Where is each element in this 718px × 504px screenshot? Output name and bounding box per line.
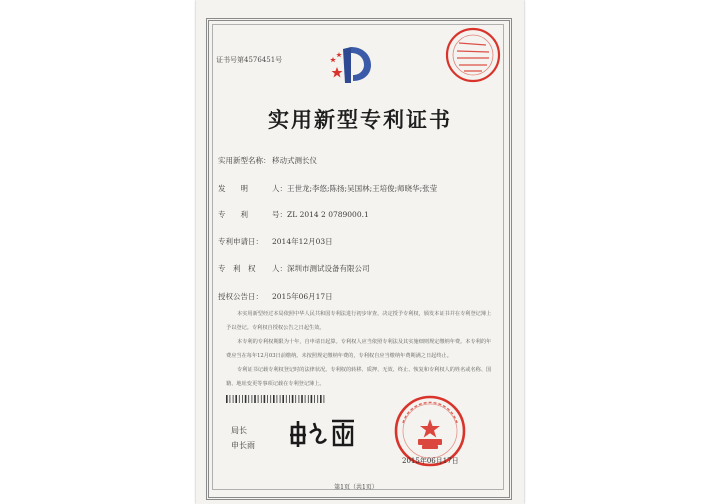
barcode-bar: [273, 395, 275, 403]
barcode-bar: [226, 395, 228, 403]
certificate-page: [196, 0, 524, 504]
patent-office-logo-icon: [329, 43, 375, 85]
barcode-bar: [242, 395, 243, 403]
field-value: 号：ZL 2014 2 0789000.1: [272, 210, 369, 219]
field-label: 授权公告日：: [218, 292, 263, 301]
barcode-bar: [320, 395, 322, 403]
barcode-bar: [261, 395, 262, 403]
field-label: 专利申请日：: [218, 237, 263, 246]
field-label: 发 明: [218, 184, 248, 193]
field-inventors: [218, 183, 437, 194]
page-footer: 第1页（共1页）: [334, 484, 378, 491]
barcode-bar: [270, 395, 271, 403]
field-value: 2014年12月03日: [272, 237, 333, 246]
field-utility-model-name: [218, 155, 317, 166]
body-paragraph: 专利证书记载专利权登记时的法律状况。专利权的转移、质押、无效、终止、恢复和专利权人的姓名或名称、国籍、地址变更等事项记载在专利登记簿上。: [226, 367, 492, 387]
barcode-bar: [311, 395, 313, 403]
stamp-top-right: [444, 25, 502, 85]
barcode-bar: [252, 395, 253, 403]
barcode-bar: [258, 395, 259, 403]
barcode-bar: [235, 395, 237, 403]
seal-date: 2015年06月17日: [402, 457, 459, 465]
barcode-bar: [282, 395, 284, 403]
certificate-title: 实用新型专利证书: [268, 107, 452, 132]
barcode: [226, 395, 326, 403]
barcode-bar: [299, 395, 300, 403]
field-value: 人：深圳市测试设备有限公司: [272, 264, 370, 273]
barcode-bar: [264, 395, 266, 403]
field-application-date: [218, 236, 333, 247]
field-grant-date: [218, 291, 333, 302]
body-paragraph: 本实用新型经过本局依照中华人民共和国专利法进行初步审查，决定授予专利权，颁发本证书并在专利登记簿上予以登记。专利权自授权公告之日起生效。: [226, 311, 492, 331]
field-patentee: [218, 263, 370, 274]
barcode-bar: [245, 395, 247, 403]
director-name: 申长雨: [231, 441, 255, 450]
barcode-bar: [254, 395, 256, 403]
director-signature: [288, 415, 358, 450]
barcode-bar: [292, 395, 294, 403]
barcode-bar: [248, 395, 249, 403]
barcode-bar: [295, 395, 296, 403]
signature-labels: [231, 425, 255, 455]
field-value: 人：王世龙;李悠;陈扬;吴国林;王培俊;师晓华;张莹: [272, 184, 438, 193]
barcode-bar: [301, 395, 303, 403]
barcode-bar: [280, 395, 281, 403]
barcode-bar: [308, 395, 309, 403]
barcode-bar: [314, 395, 315, 403]
barcode-bar: [239, 395, 240, 403]
barcode-bar: [317, 395, 318, 403]
certificate-body-text: [226, 307, 494, 391]
barcode-bar: [305, 395, 306, 403]
barcode-bar: [233, 395, 234, 403]
body-paragraph: 本专利的专利权期限为十年，自申请日起算。专利权人应当依照专利法及其实施细则规定缴纳年费。本专利的年费应当在每年12月03日前缴纳。未按照规定缴纳年费的，专利权自应当缴纳年费期满之日起终止。: [226, 339, 492, 359]
field-label: 专 利 权: [218, 264, 256, 273]
field-value: 移动式测长仪: [272, 156, 317, 165]
barcode-bar: [289, 395, 290, 403]
barcode-bar: [324, 395, 325, 403]
field-label: 专 利: [218, 210, 248, 219]
barcode-bar: [267, 395, 268, 403]
barcode-bar: [286, 395, 287, 403]
barcode-bar: [277, 395, 278, 403]
certificate-number: 证书号第4576451号: [216, 56, 283, 64]
field-value: 2015年06月17日: [272, 292, 333, 301]
barcode-bar: [230, 395, 231, 403]
field-patent-number: [218, 209, 369, 220]
director-title: 局长: [231, 426, 247, 435]
field-label: 实用新型名称：: [218, 156, 271, 165]
